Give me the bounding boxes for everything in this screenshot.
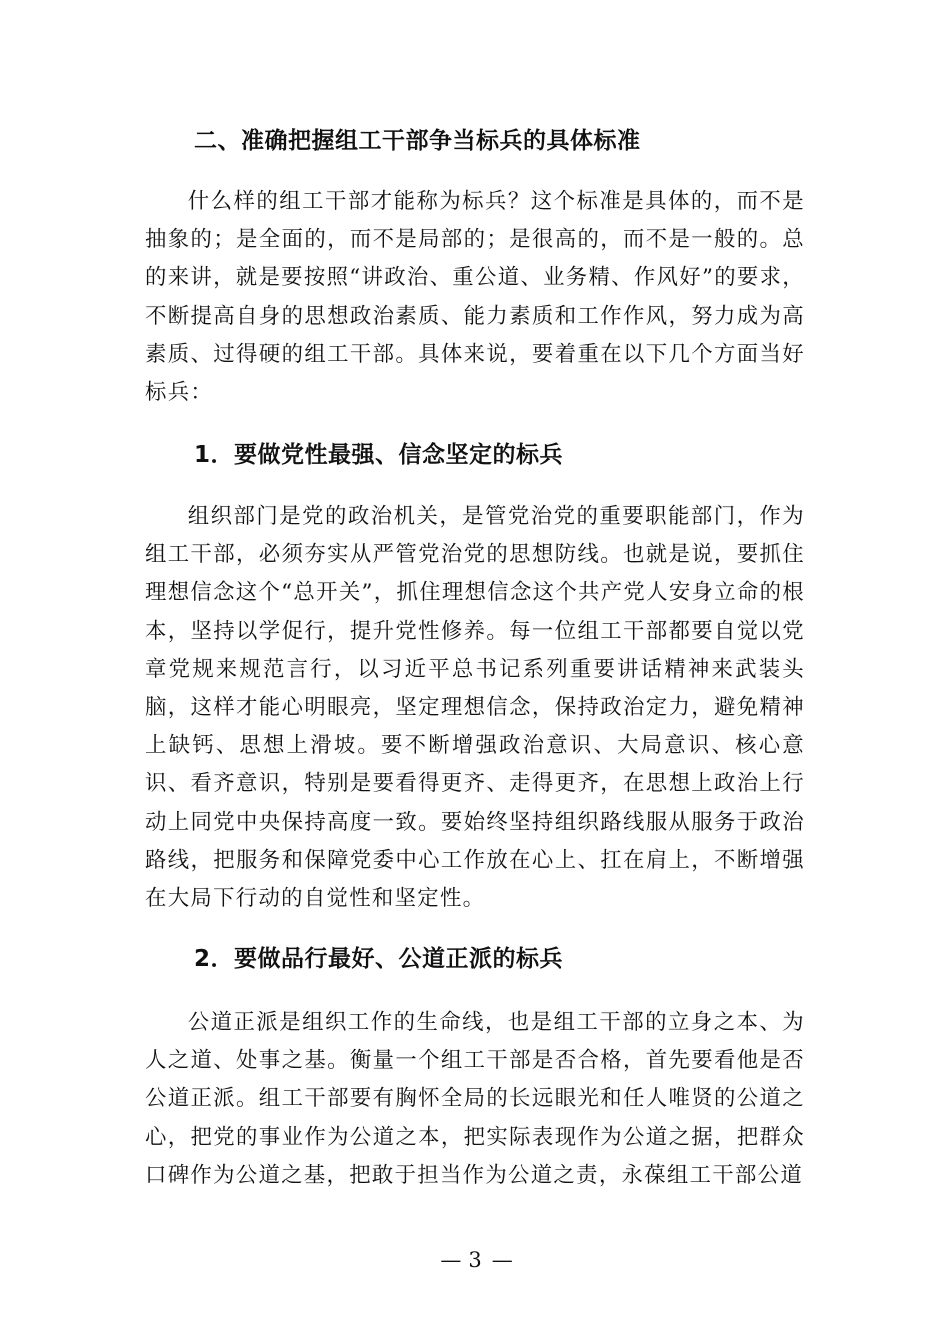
subsection-heading-2: 2．要做品行最好、公道正派的标兵 (194, 946, 564, 972)
footer-dash-right: — (491, 1248, 510, 1272)
intro-paragraph: 什么样的组工干部才能称为标兵？这个标准是具体的，而不是抽象的；是全面的，而不是局部的；是很高的，而不是一般的。总的来讲，就是要按照“讲政治、重公道、业务精、作风好”的要求，不断提高自身的思想政治素质、能力素质和工作作风，努力成为高素质、过得硬的组工干部。具体来说，要着重在以下几个方面当好标兵： (145, 189, 805, 406)
page-footer (0, 1245, 950, 1275)
page-number: 3 (468, 1248, 482, 1272)
subsection-paragraph-1: 组织部门是党的政治机关，是管党治党的重要职能部门，作为组工干部，必须夯实从严管党治党的思想防线。也就是说，要抓住理想信念这个“总开关”，抓住理想信念这个共产党人安身立命的根本，坚持以学促行，提升党性修养。每一位组工干部都要自觉以党章党规来规范言行，以习近平总书记系列重要讲话精神来武装头脑，这样才能心明眼亮，坚定理想信念，保持政治定力，避免精神上缺钙、思想上滑坡。要不断增强政治意识、大局意识、核心意识、看齐意识，特别是要看得更齐、走得更齐，在思想上政治上行动上同党中央保持高度一致。要始终坚持组织路线服从服务于政治路线，把服务和保障党委中心工作放在心上、扛在肩上，不断增强在大局下行动的自觉性和坚定性。 (145, 504, 805, 912)
section-heading: 二、准确把握组工干部争当标兵的具体标准 (194, 128, 641, 154)
subsection-paragraph-2: 公道正派是组织工作的生命线，也是组工干部的立身之本、为人之道、处事之基。衡量一个组工干部是否合格，首先要看他是否公道正派。组工干部要有胸怀全局的长远眼光和任人唯贤的公道之心，把党的事业作为公道之本，把实际表现作为公道之据，把群众口碑作为公道之基，把敢于担当作为公道之责，永葆组工干部公道 (145, 1010, 805, 1188)
footer-dash-left: — (440, 1248, 459, 1272)
subsection-heading-1: 1．要做党性最强、信念坚定的标兵 (194, 442, 564, 468)
